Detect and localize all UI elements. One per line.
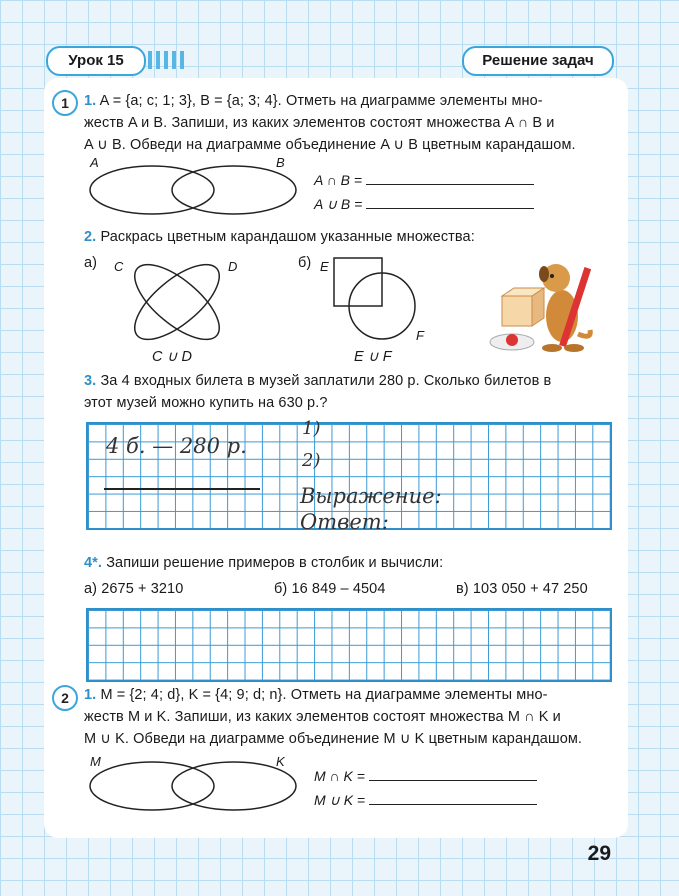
topic-badge: Решение задач [462, 46, 614, 76]
venn-label-k: K [276, 754, 285, 769]
task4-text: 4*. Запиши решение примеров в столбик и вычисли: [84, 555, 444, 571]
lesson-badge: Урок 15 [46, 46, 146, 76]
task4-example-c: в) 103 050 + 47 250 [456, 581, 588, 597]
answer-union-mk[interactable]: M ∪ K = [314, 790, 537, 809]
venn-diagram-ab [88, 164, 298, 216]
set-c-label: C [114, 259, 124, 274]
worksheet-card [44, 78, 628, 838]
answer-union-ab[interactable]: A ∪ B = [314, 194, 534, 213]
task2-text: 2. Раскрась цветным карандашом указанные множества: [84, 229, 475, 245]
section-1-number: 1 [52, 90, 78, 116]
dog-with-pencil-illustration [482, 256, 602, 366]
task4-solution-grid[interactable] [86, 608, 612, 682]
task3-text: 3. За 4 входных билета в музей заплатили 280 р. Сколько билетов в этот музей можно купить на 630 р.? [84, 373, 552, 411]
caption-c-union-d: C ∪ D [152, 349, 193, 365]
handwritten-step1: 1) [302, 418, 321, 439]
caption-e-union-f: E ∪ F [354, 349, 392, 365]
venn-label-m: M [90, 754, 101, 769]
task4-example-a: а) 2675 + 3210 [84, 581, 184, 597]
page-number: 29 [587, 842, 611, 865]
handwritten-expression: Выражение: [300, 484, 442, 508]
square-circle-ef [332, 256, 422, 342]
handwritten-given: 4 б. — 280 р. [106, 434, 247, 458]
task1-line2: жеств A и B. Запиши, из каких элементов состоят множества A ∩ B и [84, 115, 555, 131]
set-f-label: F [416, 328, 424, 343]
answer-intersection-mk[interactable]: M ∩ K = [314, 766, 537, 784]
section-2-number: 2 [52, 685, 78, 711]
task1-text [84, 90, 624, 156]
header-stripes [148, 51, 458, 69]
answer-intersection-ab[interactable]: A ∩ B = [314, 170, 534, 188]
task1-num: 1. [84, 93, 97, 109]
task2-b-label: б) [298, 255, 312, 271]
task1-line1: A = {a; c; 1; 3}, B = {a; 3; 4}. Отметь на диаграмме элементы мно- [99, 93, 543, 109]
handwritten-answer: Ответ: [300, 510, 389, 534]
task4-example-b: б) 16 849 – 4504 [274, 581, 386, 597]
venn-label-a: A [90, 155, 99, 170]
set-e-label: E [320, 259, 329, 274]
handwritten-underline [104, 488, 260, 490]
venn-diagram-mk [88, 760, 298, 812]
task1-line3: A ∪ B. Обведи на диаграмме объединение A ∪ B цветным карандашом. [84, 137, 576, 153]
set-d-label: D [228, 259, 238, 274]
crossed-ellipses-cd [122, 256, 232, 348]
section2-task-text: 1. M = {2; 4; d}, K = {4; 9; d; n}. Отметь на диаграмме элементы мно- жеств M и K. Запиши, из каких элементов состоят множества M ∩ K и M ∪ K. Обведи на диаграмме объединение M ∪ K цветным карандашом. [84, 687, 583, 747]
handwritten-step2: 2) [302, 450, 321, 471]
task2-a-label: а) [84, 255, 98, 271]
venn-label-b: B [276, 155, 285, 170]
